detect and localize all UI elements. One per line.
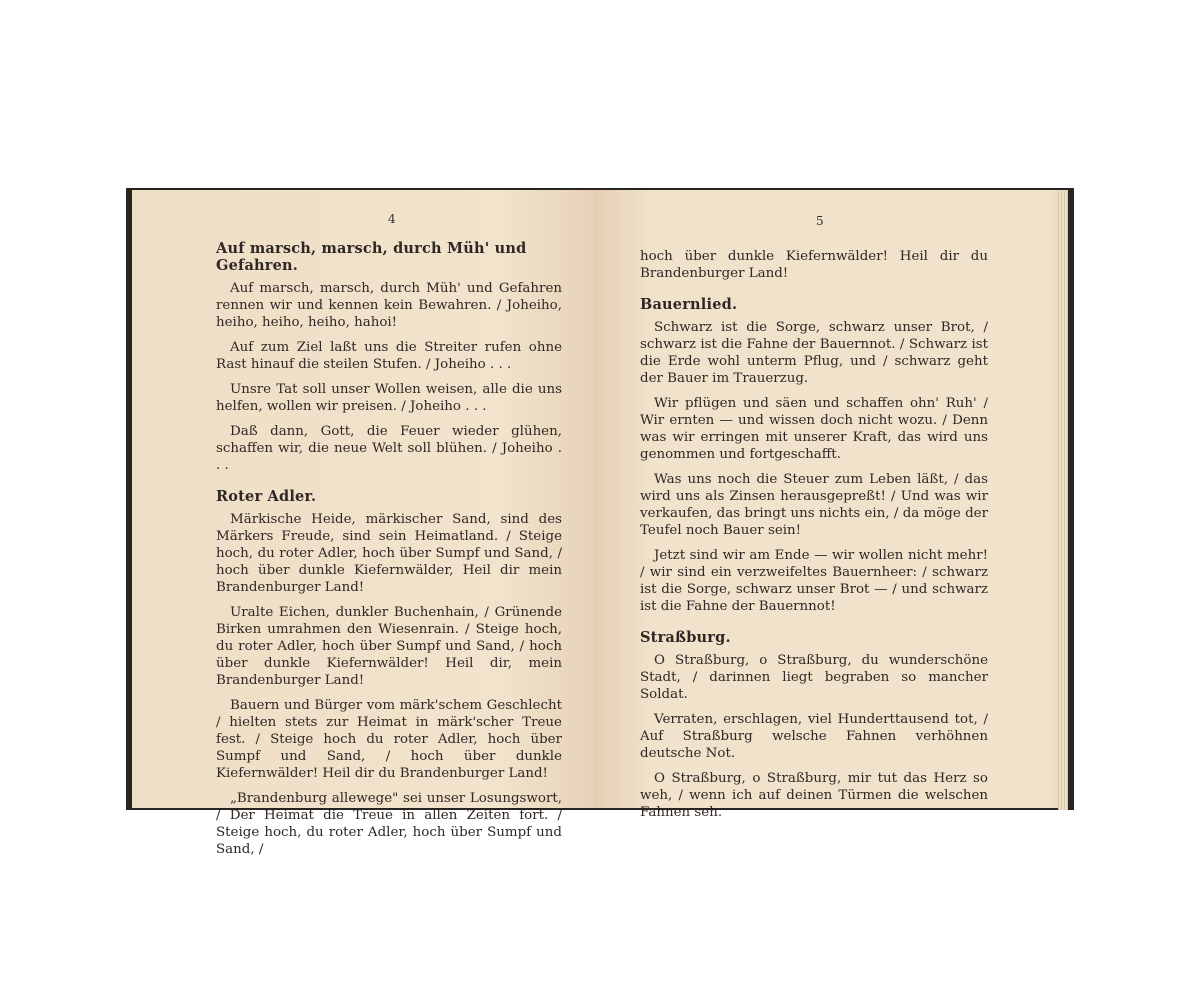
verse: Uralte Eichen, dunkler Buchenhain, / Grünende Birken umrahmen den Wiesenrain. / Steige hoch, du roter Adler, hoch über Sumpf und Sand, / hoch über dunkle Kiefernwälder! Heil dir, mein Brandenburger Land! bbox=[216, 605, 562, 688]
song-title: Auf marsch, marsch, durch Müh' und Gefahren. bbox=[216, 240, 527, 274]
left-page bbox=[132, 190, 594, 857]
song-strassburg bbox=[640, 629, 988, 821]
page-number: 5 bbox=[816, 214, 824, 228]
right-page-content bbox=[640, 248, 988, 829]
right-page bbox=[594, 190, 1068, 820]
verse: Verraten, erschlagen, viel Hunderttausend tot, / Auf Straßburg welsche Fahnen verhöhnen deutsche Not. bbox=[640, 712, 988, 761]
page-number: 4 bbox=[388, 212, 396, 226]
song-bauernlied bbox=[640, 296, 988, 615]
verse: Daß dann, Gott, die Feuer wieder glühen, schaffen wir, die neue Welt soll blühen. / Joheiho . . . bbox=[216, 424, 562, 473]
song-roter-adler bbox=[216, 488, 562, 858]
verse: Schwarz ist die Sorge, schwarz unser Brot, / schwarz ist die Fahne der Bauernnot. / Schwarz ist die Erde wohl unterm Pflug, und / schwarz geht der Bauer im Trauerzug. bbox=[640, 320, 988, 386]
verse-continuation: hoch über dunkle Kiefernwälder! Heil dir du Brandenburger Land! bbox=[640, 249, 988, 281]
open-book bbox=[126, 188, 1074, 857]
verse: Auf marsch, marsch, durch Müh' und Gefahren rennen wir und kennen kein Bewahren. / Joheiho, heiho, heiho, heiho, hahoi! bbox=[216, 281, 562, 330]
verse: Auf zum Ziel laßt uns die Streiter rufen ohne Rast hinauf die steilen Stufen. / Joheiho . . . bbox=[216, 340, 562, 372]
song-auf-marsch bbox=[216, 240, 562, 474]
verse: Wir pflügen und säen und schaffen ohn' Ruh' / Wir ernten — und wissen doch nicht wozu. / Denn was wir erringen mit unserer Kraft, das wird uns genommen und fortgeschafft. bbox=[640, 396, 988, 462]
verse: Bauern und Bürger vom märk'schem Geschlecht / hielten stets zur Heimat in märk'scher Treue fest. / Steige hoch du roter Adler, hoch über Sumpf und Sand, / hoch über dunkle Kiefernwälder! Heil dir du Brandenburger Land! bbox=[216, 698, 562, 781]
verse: Märkische Heide, märkischer Sand, sind des Märkers Freude, sind sein Heimatland. / Steige hoch, du roter Adler, hoch über Sumpf und Sand, / hoch über dunkle Kiefernwälder, Heil dir mein Brandenburger Land! bbox=[216, 512, 562, 595]
verse: „Brandenburg allewege" sei unser Losungswort, / Der Heimat die Treue in allen Zeiten fort. / Steige hoch, du roter Adler, hoch über Sumpf und Sand, / bbox=[216, 791, 562, 857]
verse: O Straßburg, o Straßburg, mir tut das Herz so weh, / wenn ich auf deinen Türmen die welschen Fahnen seh. bbox=[640, 771, 988, 820]
verse: Was uns noch die Steuer zum Leben läßt, / das wird uns als Zinsen herausgepreßt! / Und was wir verkaufen, das bringt uns nichts ein, / da möge der Teufel noch Bauer sein! bbox=[640, 472, 988, 538]
page-edges bbox=[1058, 192, 1068, 810]
verse: Jetzt sind wir am Ende — wir wollen nicht mehr! / wir sind ein verzweifeltes Bauernheer: / schwarz ist die Sorge, schwarz unser Brot — / und schwarz ist die Fahne der Bauernnot! bbox=[640, 548, 988, 614]
verse: Unsre Tat soll unser Wollen weisen, alle die uns helfen, wollen wir preisen. / Joheiho . . . bbox=[216, 382, 562, 414]
song-title: Roter Adler. bbox=[216, 488, 317, 505]
song-title: Bauernlied. bbox=[640, 296, 738, 313]
song-title: Straßburg. bbox=[640, 629, 731, 646]
left-page-content bbox=[216, 240, 562, 866]
verse: O Straßburg, o Straßburg, du wunderschöne Stadt, / darinnen liegt begraben so mancher Soldat. bbox=[640, 653, 988, 702]
